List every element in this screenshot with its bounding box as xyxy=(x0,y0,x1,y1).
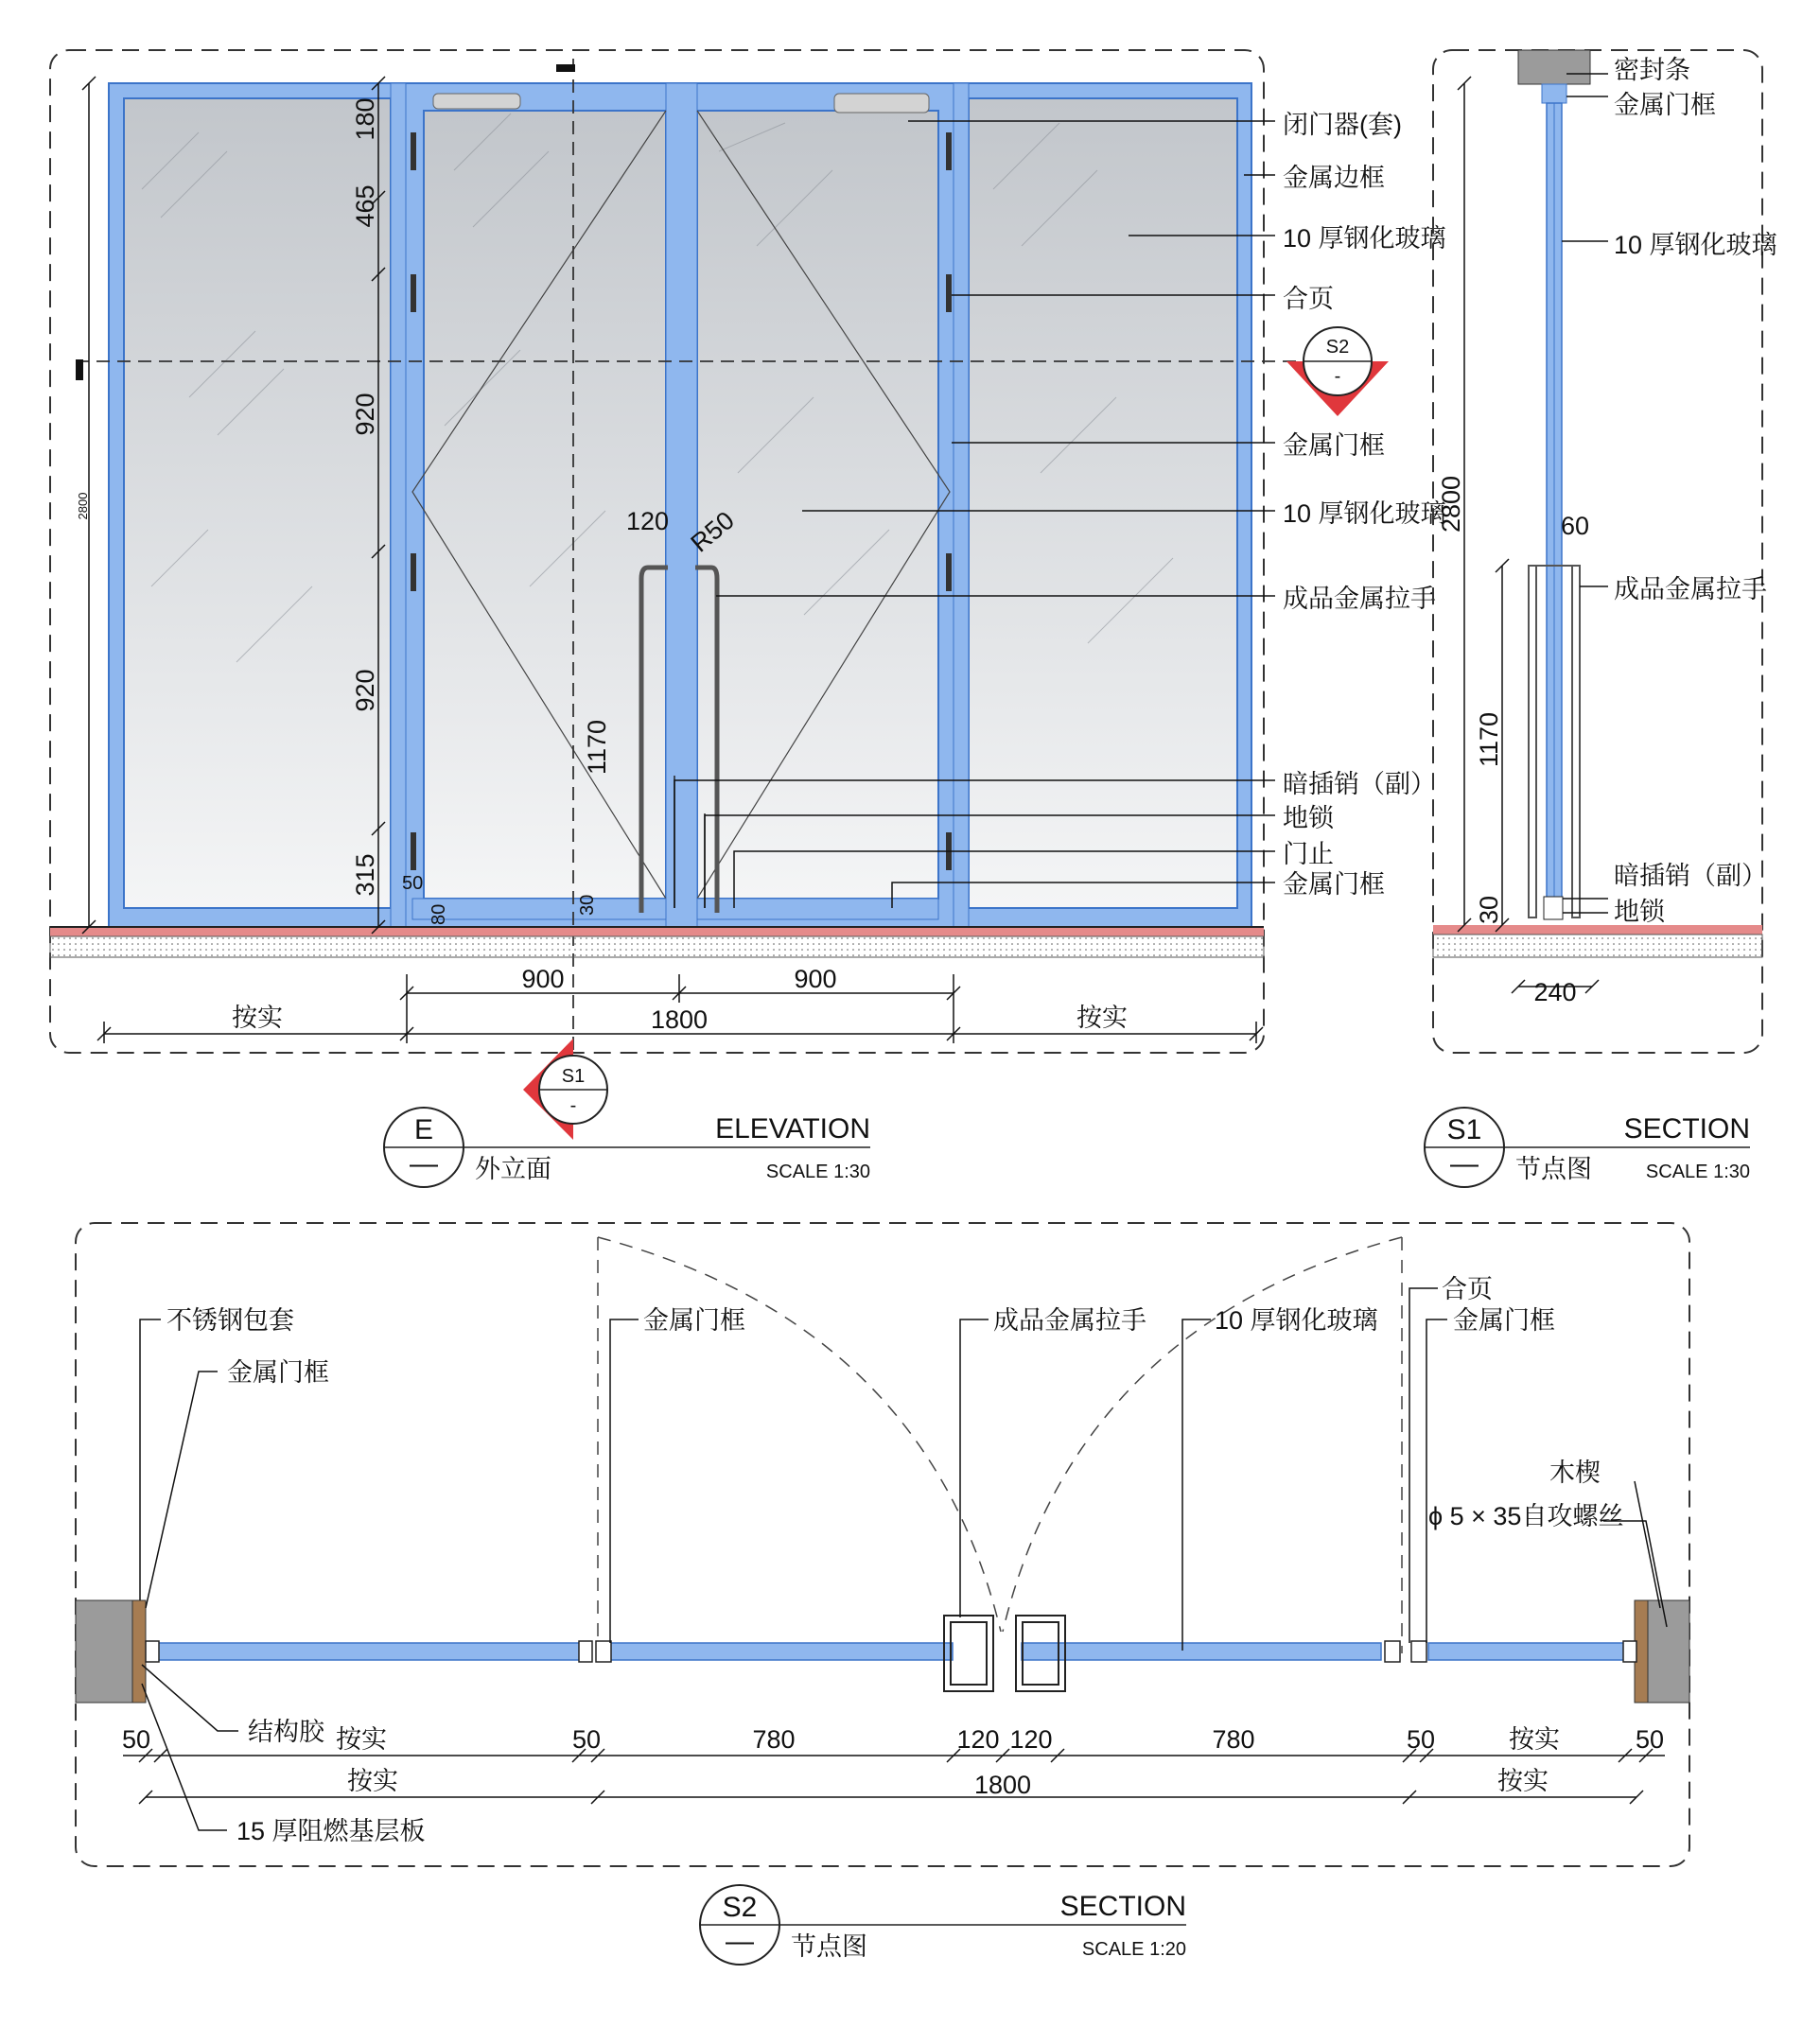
s2-label-handle: 成品金属拉手 xyxy=(993,1306,1146,1335)
svg-text:SECTION: SECTION xyxy=(1623,1113,1750,1145)
svg-text:—: — xyxy=(410,1148,438,1180)
s2-label-frame-left: 金属门框 xyxy=(227,1358,329,1387)
s2-dim-asbuilt-a: 按实 xyxy=(336,1725,387,1754)
svg-text:S2: S2 xyxy=(1325,337,1350,358)
label-metal-door-frame-1: 金属门框 xyxy=(1283,431,1385,460)
door-closer-left xyxy=(433,94,520,109)
s1-top-frame xyxy=(1542,84,1566,103)
dim-315: 315 xyxy=(351,853,379,897)
s2-dim-50-c: 50 xyxy=(1406,1725,1436,1754)
s2-dim2-asbuilt-left: 按实 xyxy=(347,1767,398,1795)
label-door-closer: 闭门器(套) xyxy=(1283,111,1402,139)
s1-dim-1170: 1170 xyxy=(1475,711,1503,768)
dim-r50: R50 xyxy=(685,505,740,558)
section-marker-s1 xyxy=(523,1039,607,1140)
dim-2800-overall: 2800 xyxy=(76,492,90,520)
svg-text:节点图: 节点图 xyxy=(791,1932,867,1961)
s2-dim-50-a: 50 xyxy=(121,1725,151,1754)
s2-label-board: 15 厚阻燃基层板 xyxy=(236,1817,426,1845)
dim-side-right-asbuilt: 按实 xyxy=(1076,1004,1128,1032)
s1-dim-240: 240 xyxy=(1533,978,1577,1006)
s2-swing-arcs xyxy=(598,1237,1402,1653)
s2-dim-780-b: 780 xyxy=(1212,1725,1255,1754)
s2-label-wood-wedge: 木楔 xyxy=(1549,1459,1601,1487)
svg-text:S1: S1 xyxy=(1446,1114,1482,1145)
dim-1170: 1170 xyxy=(583,719,611,776)
s2-label-hinge: 合页 xyxy=(1442,1275,1493,1303)
s2-label-frame-right: 金属门框 xyxy=(1453,1306,1555,1335)
mullion-center xyxy=(666,83,697,927)
s1-floor-finish xyxy=(1433,925,1762,935)
s1-label-floor-lock: 地锁 xyxy=(1614,898,1665,926)
s1-dim-30: 30 xyxy=(1475,895,1503,925)
s1-dim-60: 60 xyxy=(1561,512,1590,540)
svg-text:—: — xyxy=(726,1926,754,1957)
dim-80: 80 xyxy=(429,903,449,925)
s1-handle-right xyxy=(1572,566,1580,917)
title-section-s1 xyxy=(1425,1108,1750,1187)
s1-label-glass: 10 厚钢化玻璃 xyxy=(1614,231,1777,259)
section-s1-view xyxy=(1286,50,1777,1053)
s2-dim2-1800: 1800 xyxy=(973,1771,1032,1799)
label-hinge: 合页 xyxy=(1283,285,1334,313)
mullion-right xyxy=(954,83,969,927)
svg-text:外立面: 外立面 xyxy=(475,1155,551,1183)
s2-glass-left-door xyxy=(610,1643,953,1660)
svg-text:SCALE 1:20: SCALE 1:20 xyxy=(1081,1939,1186,1960)
section-marker-s2 xyxy=(1286,327,1389,416)
s2-glass-left-fixed xyxy=(157,1643,581,1660)
s2-glass-right-fixed xyxy=(1428,1643,1625,1660)
s2-label-glass: 10 厚钢化玻璃 xyxy=(1215,1306,1378,1335)
s2-dim2-asbuilt-right: 按实 xyxy=(1497,1767,1549,1795)
svg-text:SCALE 1:30: SCALE 1:30 xyxy=(1645,1162,1750,1182)
s1-handle-left xyxy=(1529,566,1536,917)
dim-total-1800: 1800 xyxy=(650,1005,709,1034)
glass-left-door xyxy=(424,111,666,899)
s2-dim-50-d: 50 xyxy=(1635,1725,1665,1754)
dim-door-left-900: 900 xyxy=(521,965,565,993)
label-flush-bolt: 暗插销（副） xyxy=(1283,770,1436,798)
floor-band xyxy=(50,936,1264,957)
s2-label-frame-mid: 金属门框 xyxy=(643,1306,745,1335)
s2-glass-right-door xyxy=(1022,1643,1381,1660)
dim-920-a: 920 xyxy=(351,393,379,436)
label-tempered-glass-2: 10 厚钢化玻璃 xyxy=(1283,499,1446,528)
floor-finish xyxy=(50,927,1264,936)
s1-bottom-lock xyxy=(1544,897,1563,919)
s1-label-frame: 金属门框 xyxy=(1614,91,1716,119)
s2-label-screw: ϕ 5 × 35自攻螺丝 xyxy=(1428,1502,1624,1530)
door-bottom-rail-left xyxy=(412,899,666,919)
dim-120: 120 xyxy=(626,507,670,535)
s2-border xyxy=(76,1223,1689,1866)
mullion-left xyxy=(391,83,406,927)
svg-text:SECTION: SECTION xyxy=(1059,1891,1186,1922)
svg-text:SCALE 1:30: SCALE 1:30 xyxy=(765,1162,870,1182)
label-metal-door-frame-2: 金属门框 xyxy=(1283,870,1385,899)
label-metal-edge-frame: 金属边框 xyxy=(1283,164,1385,192)
s1-label-seal: 密封条 xyxy=(1614,56,1690,84)
dim-door-right-900: 900 xyxy=(794,965,837,993)
dim-465: 465 xyxy=(351,184,379,228)
svg-text:—: — xyxy=(1450,1148,1479,1180)
dim-30: 30 xyxy=(577,894,598,916)
dim-180: 180 xyxy=(351,97,379,141)
s1-ceiling-block xyxy=(1518,50,1590,84)
dim-side-left-asbuilt: 按实 xyxy=(232,1004,283,1032)
title-section-s2 xyxy=(700,1885,1186,1965)
s2-dim-120-a: 120 xyxy=(956,1725,1000,1754)
dim-50: 50 xyxy=(402,873,424,894)
door-closer-right xyxy=(834,94,929,113)
cut-tick-top xyxy=(556,64,575,72)
label-door-handle: 成品金属拉手 xyxy=(1283,585,1436,613)
svg-text:-: - xyxy=(1334,366,1341,387)
s2-dim-50-b: 50 xyxy=(571,1725,602,1754)
section-s2-plan-view xyxy=(76,1223,1689,1866)
label-tempered-glass-1: 10 厚钢化玻璃 xyxy=(1283,224,1446,253)
s2-dim-asbuilt-b: 按实 xyxy=(1509,1725,1560,1754)
s2-wall-left xyxy=(76,1600,140,1703)
s1-dim-2800: 2800 xyxy=(1437,475,1465,533)
s2-dim-120-b: 120 xyxy=(1009,1725,1053,1754)
svg-text:S2: S2 xyxy=(722,1892,758,1923)
label-door-stop: 门止 xyxy=(1283,840,1334,868)
cut-tick-left xyxy=(76,359,83,380)
elevation-view xyxy=(50,50,1446,1140)
svg-text:S1: S1 xyxy=(561,1066,586,1087)
dim-920-b: 920 xyxy=(351,669,379,712)
svg-text:-: - xyxy=(569,1095,577,1116)
svg-text:节点图: 节点图 xyxy=(1515,1155,1592,1183)
s2-label-structural-glue: 结构胶 xyxy=(248,1718,324,1746)
label-floor-lock: 地锁 xyxy=(1283,804,1334,832)
s2-dim-780-a: 780 xyxy=(752,1725,796,1754)
glass-right-fixed xyxy=(969,98,1237,908)
title-elevation xyxy=(384,1108,870,1187)
s1-label-flush-bolt: 暗插销（副） xyxy=(1614,862,1767,890)
s2-label-ss-cover: 不锈钢包套 xyxy=(166,1306,294,1335)
s1-leaders xyxy=(1562,74,1608,913)
s1-floor-band xyxy=(1433,935,1762,957)
svg-text:ELEVATION: ELEVATION xyxy=(715,1113,870,1145)
svg-text:E: E xyxy=(413,1114,434,1145)
s1-label-handle: 成品金属拉手 xyxy=(1614,575,1767,603)
